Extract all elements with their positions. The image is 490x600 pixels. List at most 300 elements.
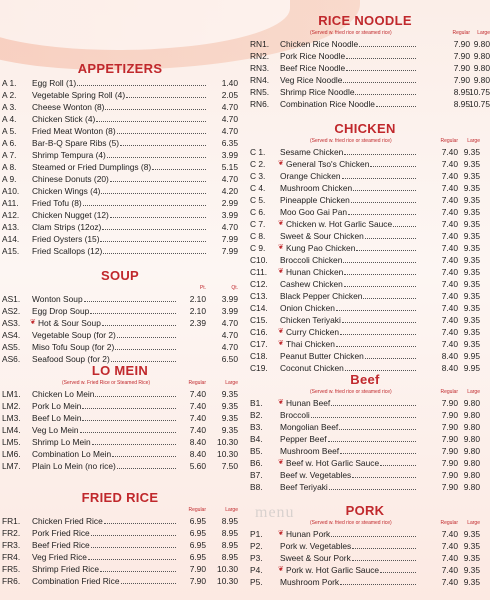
item-code: AS4. (2, 330, 21, 340)
item-name-text: Broccoli Chicken (280, 255, 343, 265)
item-price-large: 9.35 (221, 425, 238, 435)
item-price-regular: 7.40 (441, 183, 458, 193)
item-price-large: 9.80 (473, 51, 490, 61)
item-name (286, 326, 339, 338)
menu-item-row (2, 436, 238, 448)
item-name (280, 38, 358, 50)
leader-dots (102, 221, 206, 230)
item-name-text: Curry Chicken (286, 327, 340, 337)
column-header-2: Large (225, 380, 238, 386)
leader-dots (393, 218, 416, 227)
item-price-large: 9.35 (463, 553, 480, 563)
item-price-regular: 7.90 (453, 75, 470, 85)
item-name (32, 412, 81, 424)
item-price-regular: 7.90 (441, 422, 458, 432)
leader-dots (356, 242, 416, 251)
item-name (286, 218, 392, 230)
item-price-large: 9.35 (463, 303, 480, 313)
menu-item-row (250, 338, 480, 350)
menu-item-row (2, 341, 238, 353)
leader-dots (105, 101, 206, 110)
item-price-large: 9.80 (463, 482, 480, 492)
item-name (32, 209, 109, 221)
item-price-regular: 7.40 (189, 425, 206, 435)
item-code: FR2. (2, 528, 21, 538)
item-code: AS1. (2, 294, 21, 304)
menu-item-row (2, 575, 238, 587)
leader-dots (100, 233, 206, 242)
menu-item-row (250, 528, 480, 540)
item-name-text: Chicken Lo Mein (32, 389, 95, 399)
item-name-text: Chicken Wings (4) (32, 186, 101, 196)
item-price-large: 4.70 (221, 318, 238, 328)
spicy-icon: ❦ (278, 328, 284, 335)
item-code: A 4. (2, 114, 17, 124)
item-name-text: Thai Chicken (286, 339, 335, 349)
item-price-large: 9.35 (463, 565, 480, 575)
leader-dots (353, 182, 416, 191)
menu-item-row (250, 230, 480, 242)
item-name-text: Beef Lo Mein (32, 413, 82, 423)
item-price-regular: 7.40 (189, 413, 206, 423)
pork-section (250, 503, 480, 588)
item-name-text: Chicken Fried Rice (32, 516, 103, 526)
item-name-text: Broccoli (280, 410, 310, 420)
item-name (32, 305, 89, 317)
rice-noodle-section (250, 13, 490, 110)
spicy-icon: ❦ (278, 530, 284, 537)
item-price-regular: 6.95 (189, 552, 206, 562)
menu-item-row (250, 576, 480, 588)
item-name-text: Onion Chicken (280, 303, 335, 313)
leader-dots (92, 436, 176, 445)
item-name-text: Miso Tofu Soup (for 2) (32, 342, 115, 352)
item-price-regular: 7.40 (441, 553, 458, 563)
item-price-large: 9.35 (221, 389, 238, 399)
leader-dots (348, 206, 416, 215)
item-code: C 5. (250, 195, 266, 205)
item-name-text: Shrimp Lo Mein (32, 437, 91, 447)
leader-dots (355, 86, 416, 95)
item-price-regular: 7.90 (441, 470, 458, 480)
item-price-large: 9.95 (463, 363, 480, 373)
leader-dots (107, 149, 206, 158)
column-header-1: Pt. (199, 285, 206, 291)
item-price-regular: 7.40 (441, 327, 458, 337)
spicy-icon: ❦ (278, 220, 284, 227)
leader-dots (342, 170, 416, 179)
item-price-large: 3.99 (221, 306, 238, 316)
section-subheader (2, 506, 238, 515)
leader-dots (329, 481, 416, 490)
menu-item-row (250, 457, 480, 469)
item-name (32, 448, 111, 460)
item-code: C19. (250, 363, 268, 373)
item-price-regular: 7.90 (441, 482, 458, 492)
item-price-large: 9.35 (463, 171, 480, 181)
item-name-text: Seafood Soup (for 2) (32, 354, 110, 364)
menu-item-row (250, 254, 480, 266)
item-price: 4.70 (221, 222, 238, 232)
item-name-text: Sesame Chicken (280, 147, 344, 157)
item-name (32, 161, 151, 173)
column-header-1: Regular (188, 507, 206, 513)
menu-item-row (250, 266, 480, 278)
item-price-large: 9.35 (463, 255, 480, 265)
item-name (280, 445, 339, 457)
menu-item-row (250, 170, 480, 182)
leader-dots (340, 576, 416, 585)
item-code: B2. (250, 410, 263, 420)
item-price-large: 9.35 (463, 147, 480, 157)
soup-section (2, 268, 238, 365)
menu-item-row (250, 433, 480, 445)
section-title: PORK (345, 503, 385, 518)
menu-item-row (2, 101, 238, 113)
leader-dots (352, 469, 416, 478)
leader-dots (342, 314, 416, 323)
item-code: RN2. (250, 51, 270, 61)
item-name (280, 409, 310, 421)
item-name-text: Chicken Nugget (12) (32, 210, 109, 220)
item-name (286, 397, 330, 409)
item-name-text: Chicken Teriyaki (280, 315, 341, 325)
item-price-regular: 7.40 (189, 401, 206, 411)
item-code: B4. (250, 434, 263, 444)
item-name (32, 137, 119, 149)
item-name (280, 576, 339, 588)
leader-dots (83, 197, 206, 206)
menu-item-row (2, 305, 238, 317)
item-price-regular: 2.39 (189, 318, 206, 328)
item-price-regular: 8.40 (441, 363, 458, 373)
item-price: 2.99 (221, 198, 238, 208)
column-header-1: Regular (188, 380, 206, 386)
column-header-2: Qt. (231, 285, 238, 291)
item-code: AS6. (2, 354, 21, 364)
item-name (280, 540, 351, 552)
item-name-text: Fried Meat Wonton (8) (32, 126, 116, 136)
menu-item-row (250, 290, 480, 302)
item-price-regular: 7.40 (441, 303, 458, 313)
item-price: 4.70 (221, 102, 238, 112)
spicy-icon: ❦ (278, 459, 284, 466)
leader-dots (339, 421, 416, 430)
leader-dots (121, 575, 176, 584)
item-name-text: Veg Rice Noodle (280, 75, 343, 85)
item-price-regular: 6.95 (189, 516, 206, 526)
item-name-text: Fried Scallops (12) (32, 246, 103, 256)
leader-dots (110, 209, 206, 218)
serving-note: (Served w. fried rice or steamed rice) (310, 30, 392, 36)
menu-item-row (2, 77, 238, 89)
leader-dots (346, 62, 416, 71)
item-price-regular: 7.40 (441, 279, 458, 289)
menu-item-row (250, 50, 490, 62)
item-name (280, 314, 341, 326)
item-name (280, 194, 350, 206)
leader-dots (351, 194, 416, 203)
item-name (280, 206, 347, 218)
item-name-text: Fried Oysters (15) (32, 234, 100, 244)
item-price-regular: 7.90 (441, 446, 458, 456)
section-subheader (250, 137, 480, 146)
item-price-large: 9.80 (473, 63, 490, 73)
item-code: FR1. (2, 516, 21, 526)
item-price: 4.70 (221, 126, 238, 136)
item-name-text: Beef Rice Noodle (280, 63, 346, 73)
item-price: 4.20 (221, 186, 238, 196)
serving-note: (Served w. fried rice or steamed rice) (310, 520, 392, 526)
item-name (280, 230, 364, 242)
item-price-large: 9.35 (463, 207, 480, 217)
leader-dots (77, 77, 206, 86)
menu-item-row (2, 125, 238, 137)
leader-dots (103, 245, 206, 254)
item-name-text: Pork Rice Noodle (280, 51, 346, 61)
item-name-text: Combination Fried Rice (32, 576, 120, 586)
watermark: menu (255, 504, 295, 521)
menu-item-row (250, 278, 480, 290)
item-price-regular: 7.90 (453, 39, 470, 49)
item-code: C11. (250, 267, 268, 277)
item-code: C 8. (250, 231, 266, 241)
item-name-text: Combination Rice Noodle (280, 99, 375, 109)
item-code: LM3. (2, 413, 21, 423)
item-price-regular: 7.40 (441, 541, 458, 551)
menu-item-row (2, 460, 238, 472)
menu-item-row (250, 86, 490, 98)
item-price-large: 10.75 (469, 87, 490, 97)
item-price-regular: 5.60 (189, 461, 206, 471)
menu-item-row (250, 314, 480, 326)
leader-dots (101, 185, 206, 194)
item-code: C15. (250, 315, 268, 325)
item-name-text: Hot & Sour Soup (38, 318, 101, 328)
leader-dots (84, 293, 176, 302)
item-name (32, 551, 87, 563)
column-header-1: Regular (440, 520, 458, 526)
menu-item-row (250, 564, 480, 576)
item-name (32, 515, 103, 527)
item-name (286, 158, 369, 170)
item-code: LM7. (2, 461, 21, 471)
leader-dots (110, 173, 206, 182)
item-price-large: 8.95 (221, 528, 238, 538)
item-price-large: 9.80 (473, 75, 490, 85)
leader-dots (343, 254, 416, 263)
item-price-regular: 7.40 (441, 315, 458, 325)
item-code: C 2. (250, 159, 266, 169)
item-name (32, 539, 90, 551)
item-price-large: 10.30 (217, 437, 238, 447)
leader-dots (82, 400, 176, 409)
item-name-text: Fried Tofu (8) (32, 198, 82, 208)
item-name (286, 457, 379, 469)
item-price-large: 9.80 (463, 446, 480, 456)
column-header-2: Large (467, 138, 480, 144)
item-name (32, 527, 90, 539)
item-price-regular: 8.40 (189, 449, 206, 459)
item-name-text: Egg Roll (1) (32, 78, 77, 88)
item-price-regular: 7.90 (441, 458, 458, 468)
leader-dots (363, 290, 416, 299)
item-name-text: Mushroom Beef (280, 446, 340, 456)
item-name (38, 317, 101, 329)
item-name (286, 564, 379, 576)
menu-item-row (2, 424, 238, 436)
item-price: 4.70 (221, 114, 238, 124)
leader-dots (115, 341, 176, 350)
menu-item-row (250, 421, 480, 433)
item-name-text: Chinese Donuts (20) (32, 174, 109, 184)
menu-item-row (2, 173, 238, 185)
item-code: A14. (2, 234, 20, 244)
menu-item-row (250, 182, 480, 194)
item-code: B5. (250, 446, 263, 456)
item-price: 3.99 (221, 210, 238, 220)
item-name (286, 242, 355, 254)
item-price-large: 9.80 (463, 398, 480, 408)
leader-dots (346, 50, 416, 59)
item-code: P3. (250, 553, 263, 563)
item-code: C 6. (250, 207, 266, 217)
item-code: P1. (250, 529, 263, 539)
item-code: RN6. (250, 99, 270, 109)
item-name-text: Mushroom Pork (280, 577, 340, 587)
column-header-1: Regular (452, 30, 470, 36)
menu-item-row (250, 242, 480, 254)
item-price-regular: 8.95 (453, 99, 470, 109)
item-name (32, 113, 95, 125)
item-name-text: Plain Lo Mein (no rice) (32, 461, 116, 471)
item-name-text: Beef Teriyaki (280, 482, 328, 492)
serving-note: (Served w. Fried Rice or Steamed Rice) (62, 380, 151, 386)
item-name (280, 290, 362, 302)
lo-mein-section (2, 363, 238, 472)
item-name-text: Pork Fried Rice (32, 528, 90, 538)
item-price-regular: 7.40 (441, 255, 458, 265)
item-price-regular: 7.90 (453, 51, 470, 61)
menu-item-row (250, 38, 490, 50)
spicy-icon: ❦ (278, 160, 284, 167)
item-price-large: 9.35 (463, 219, 480, 229)
item-code: RN4. (250, 75, 270, 85)
leader-dots (370, 158, 416, 167)
item-name-text: Pork w. Hot Garlic Sauce (286, 565, 380, 575)
item-code: B7. (250, 470, 263, 480)
column-header-1: Regular (440, 389, 458, 395)
section-subheader (2, 284, 238, 293)
item-price-regular: 7.40 (441, 147, 458, 157)
menu-item-row (250, 146, 480, 158)
beef-section (250, 372, 480, 493)
section-subheader (250, 388, 480, 397)
section-subheader (2, 379, 238, 388)
item-price-regular: 7.40 (441, 207, 458, 217)
item-name-text: Hunan Chicken (286, 267, 344, 277)
menu-item-row (2, 137, 238, 149)
section-title: FRIED RICE (81, 490, 159, 505)
item-name-text: Sweet & Sour Chicken (280, 231, 364, 241)
item-price-regular: 7.40 (441, 159, 458, 169)
menu-item-row (2, 515, 238, 527)
item-name-text: Combination Lo Mein (32, 449, 112, 459)
spicy-icon: ❦ (278, 399, 284, 406)
item-price-large: 9.80 (463, 410, 480, 420)
item-code: A13. (2, 222, 20, 232)
item-code: B8. (250, 482, 263, 492)
item-code: AS3. (2, 318, 21, 328)
item-name (32, 89, 125, 101)
spicy-icon: ❦ (278, 244, 284, 251)
item-price-regular: 2.10 (189, 306, 206, 316)
item-name (280, 433, 327, 445)
item-name-text: Beef w. Hot Garlic Sauce (286, 458, 380, 468)
item-name (280, 469, 351, 481)
item-price-large: 9.35 (463, 159, 480, 169)
section-title: CHICKEN (334, 121, 396, 136)
leader-dots (152, 161, 206, 170)
item-name (32, 460, 116, 472)
item-name (280, 278, 343, 290)
menu-item-row (2, 221, 238, 233)
menu-item-row (250, 218, 480, 230)
item-name-text: Cheese Wonton (8) (32, 102, 105, 112)
item-price-large: 7.50 (221, 461, 238, 471)
leader-dots (88, 551, 176, 560)
section-title: LO MEIN (91, 363, 149, 378)
item-price-regular: 7.40 (441, 267, 458, 277)
item-name-text: Kung Pao Chicken (286, 243, 356, 253)
leader-dots (352, 540, 416, 549)
spicy-icon: ❦ (278, 566, 284, 573)
leader-dots (340, 326, 416, 335)
item-price-regular: 7.40 (189, 389, 206, 399)
menu-item-row (2, 551, 238, 563)
leader-dots (380, 457, 416, 466)
item-name (32, 400, 81, 412)
leader-dots (82, 412, 176, 421)
item-name-text: Hunan Beef (286, 398, 331, 408)
item-price-regular: 7.40 (441, 231, 458, 241)
item-code: C18. (250, 351, 268, 361)
item-price-large: 9.35 (463, 195, 480, 205)
item-code: C10. (250, 255, 268, 265)
menu-item-row (2, 563, 238, 575)
item-name-text: Cashew Chicken (280, 279, 343, 289)
menu-item-row (2, 539, 238, 551)
column-header-2: Large (467, 520, 480, 526)
item-name-text: Veg Lo Mein (32, 425, 79, 435)
item-code: P2. (250, 541, 263, 551)
chicken-section (250, 121, 480, 374)
item-code: A 1. (2, 78, 17, 88)
leader-dots (376, 98, 416, 107)
item-name (32, 173, 109, 185)
item-code: A10. (2, 186, 20, 196)
item-name-text: Beef Fried Rice (32, 540, 90, 550)
spicy-icon: ❦ (278, 268, 284, 275)
item-name (280, 182, 352, 194)
item-price-large: 9.35 (463, 267, 480, 277)
item-name-text: Orange Chicken (280, 171, 341, 181)
item-name (280, 50, 345, 62)
item-code: C 7. (250, 219, 266, 229)
item-name (32, 293, 83, 305)
item-name (280, 254, 342, 266)
item-code: P4. (250, 565, 263, 575)
